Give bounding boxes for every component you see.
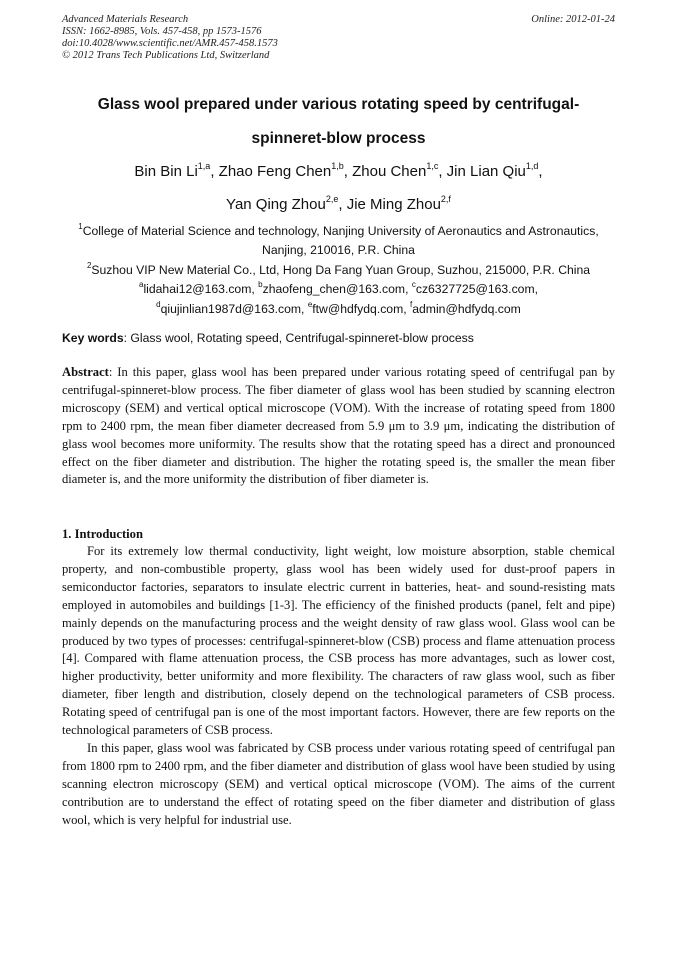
- email-address: qiujinlian1987d@163.com,: [160, 301, 308, 316]
- email-address: zhaofeng_chen@163.com,: [262, 282, 412, 297]
- affiliation-2: $^2$Suzhou VIP New Material Co., Ltd, Hong Da Fang Yuan Group, Suzhou, 215000, P.R. China: [86, 260, 591, 277]
- keywords-label: Key words: [62, 331, 124, 345]
- online-date: Online: 2012-01-24: [531, 14, 615, 25]
- abstract: [62, 364, 615, 489]
- author-name: Yan Qing Zhou: [226, 196, 326, 213]
- author-line-2: [62, 188, 615, 221]
- email-address: admin@hdfydq.com: [412, 301, 521, 316]
- paper-title: [62, 88, 615, 156]
- affiliation-sup: 2: [86, 260, 92, 270]
- section-heading-introduction: 1. Introduction: [62, 527, 143, 541]
- author-affil-sup: 1,d: [525, 161, 539, 171]
- doi-line: doi:10.4028/www.scientific.net/AMR.457-458.1573: [62, 38, 278, 49]
- author-separator: ,: [338, 196, 347, 213]
- email-sup: f: [410, 299, 413, 309]
- keywords: [62, 329, 615, 347]
- author-separator: ,: [343, 163, 353, 180]
- author-list: [62, 155, 615, 221]
- affiliation-1: $^1$College of Material Science and technology, Nanjing University of Aeronautics and Astronautics,: [78, 222, 599, 238]
- email-sup: d: [156, 299, 161, 309]
- author-name: Zhao Feng Chen: [218, 163, 332, 180]
- affiliation-sup: 1: [78, 222, 83, 231]
- author-name: Zhou Chen: [352, 163, 427, 180]
- journal-header: [62, 14, 615, 62]
- affiliation-1-cont: Nanjing, 210016, P.R. China: [262, 243, 415, 258]
- author-affil-sup: 2,f: [440, 194, 451, 204]
- abstract-text: : In this paper, glass wool has been prepared under various rotating speed of centrifugal pan by centrifugal-spinneret-blow process. The fiber diameter of glass wool has been studied by scanning electron microscopy (SEM) and vertical optical microscope (VOM). With the increase of rotating speed from 1800 rpm to 2400 rpm, the mean fiber diameter decreased from 5.9 μm to 3.9 μm, indicating the distribution of glass wool becomes more uniformity. The results show that the rotating speed has a direct and pronounced effect on the fiber diameter and distribution. The higher the rotating speed is, the smaller the mean fiber diameter is, and the more uniformity the distribution of fiber diameter is.: [62, 365, 615, 487]
- author-name: Jie Ming Zhou: [346, 196, 441, 213]
- email-address: lidahai12@163.com,: [143, 282, 259, 297]
- title-line-1: Glass wool prepared under various rotating speed by centrifugal-: [97, 96, 580, 113]
- author-affil-sup: 1,c: [426, 161, 439, 171]
- author-affil-sup: 1,a: [197, 161, 211, 171]
- affiliations: [62, 222, 615, 319]
- author-separator: ,: [210, 163, 219, 180]
- keywords-text: : Glass wool, Rotating speed, Centrifugal-spinneret-blow process: [123, 331, 474, 345]
- email-sup: a: [139, 280, 144, 290]
- author-separator: ,: [438, 163, 447, 180]
- author-line-1: [62, 155, 615, 188]
- email-sup: b: [258, 280, 263, 290]
- author-affil-sup: 1,b: [331, 161, 344, 171]
- author-name: Bin Bin Li: [134, 163, 198, 180]
- title-line-2: spinneret-blow process: [251, 130, 426, 147]
- email-line-1: [62, 280, 615, 299]
- journal-name: Advanced Materials Research: [62, 14, 189, 25]
- email-address: ftw@hdfydq.com,: [312, 301, 411, 316]
- copyright-line: © 2012 Trans Tech Publications Ltd, Switzerland: [62, 50, 270, 61]
- author-affil-sup: 2,e: [325, 194, 339, 204]
- introduction-body: [62, 543, 615, 830]
- email-sup: e: [307, 299, 313, 309]
- author-separator: ,: [538, 163, 543, 180]
- paragraph: In this paper, glass wool was fabricated by CSB process under various rotating speed of centrifugal pan from 1800 rpm to 2400 rpm, and the fiber diameter and distribution of glass wool have been studied by using scanning electron microscopy (SEM) and vertical optical microscope (VOM). The aims of the current contribution are to understand the effect of rotating speed on the fiber diameter and distribution of glass wool, which is very helpful for industrial use.: [62, 740, 615, 827]
- email-line-2: [62, 300, 615, 319]
- author-name: Jin Lian Qiu: [446, 163, 526, 180]
- email-address: cz6327725@163.com,: [415, 282, 538, 297]
- email-sup: c: [411, 280, 416, 290]
- issn-line: ISSN: 1662-8985, Vols. 457-458, pp 1573-1576: [62, 26, 262, 37]
- paragraph: For its extremely low thermal conductivity, light weight, low moisture absorption, stable chemical property, and non-combustible property, glass wool has been widely used for dust-proof papers in semiconductor factories, separators to insulate electric current in batteries, heat- and sound-resisting mats employed in automobiles and buildings [1-3]. The efficiency of the finished products (panel, felt and pipe) mainly depends on the manufacturing process and the weight density of raw glass wool. Glass wool can be produced by two types of processes: centrifugal-spinneret-blow (CSB) process and flame attenuation process [4]. Compared with flame attenuation process, the CSB process has more advantages, such as lower cost, higher productivity, better uniformity and more flexibility. The characters of raw glass wool, such as fiber diameter, fiber length and distribution, closely depend on the technological parameters of CSB process. Rotating speed of centrifugal pan is one of the most important factors. However, there are few reports on the technological parameters of CSB process.: [62, 544, 615, 738]
- abstract-label: Abstract: [62, 365, 109, 379]
